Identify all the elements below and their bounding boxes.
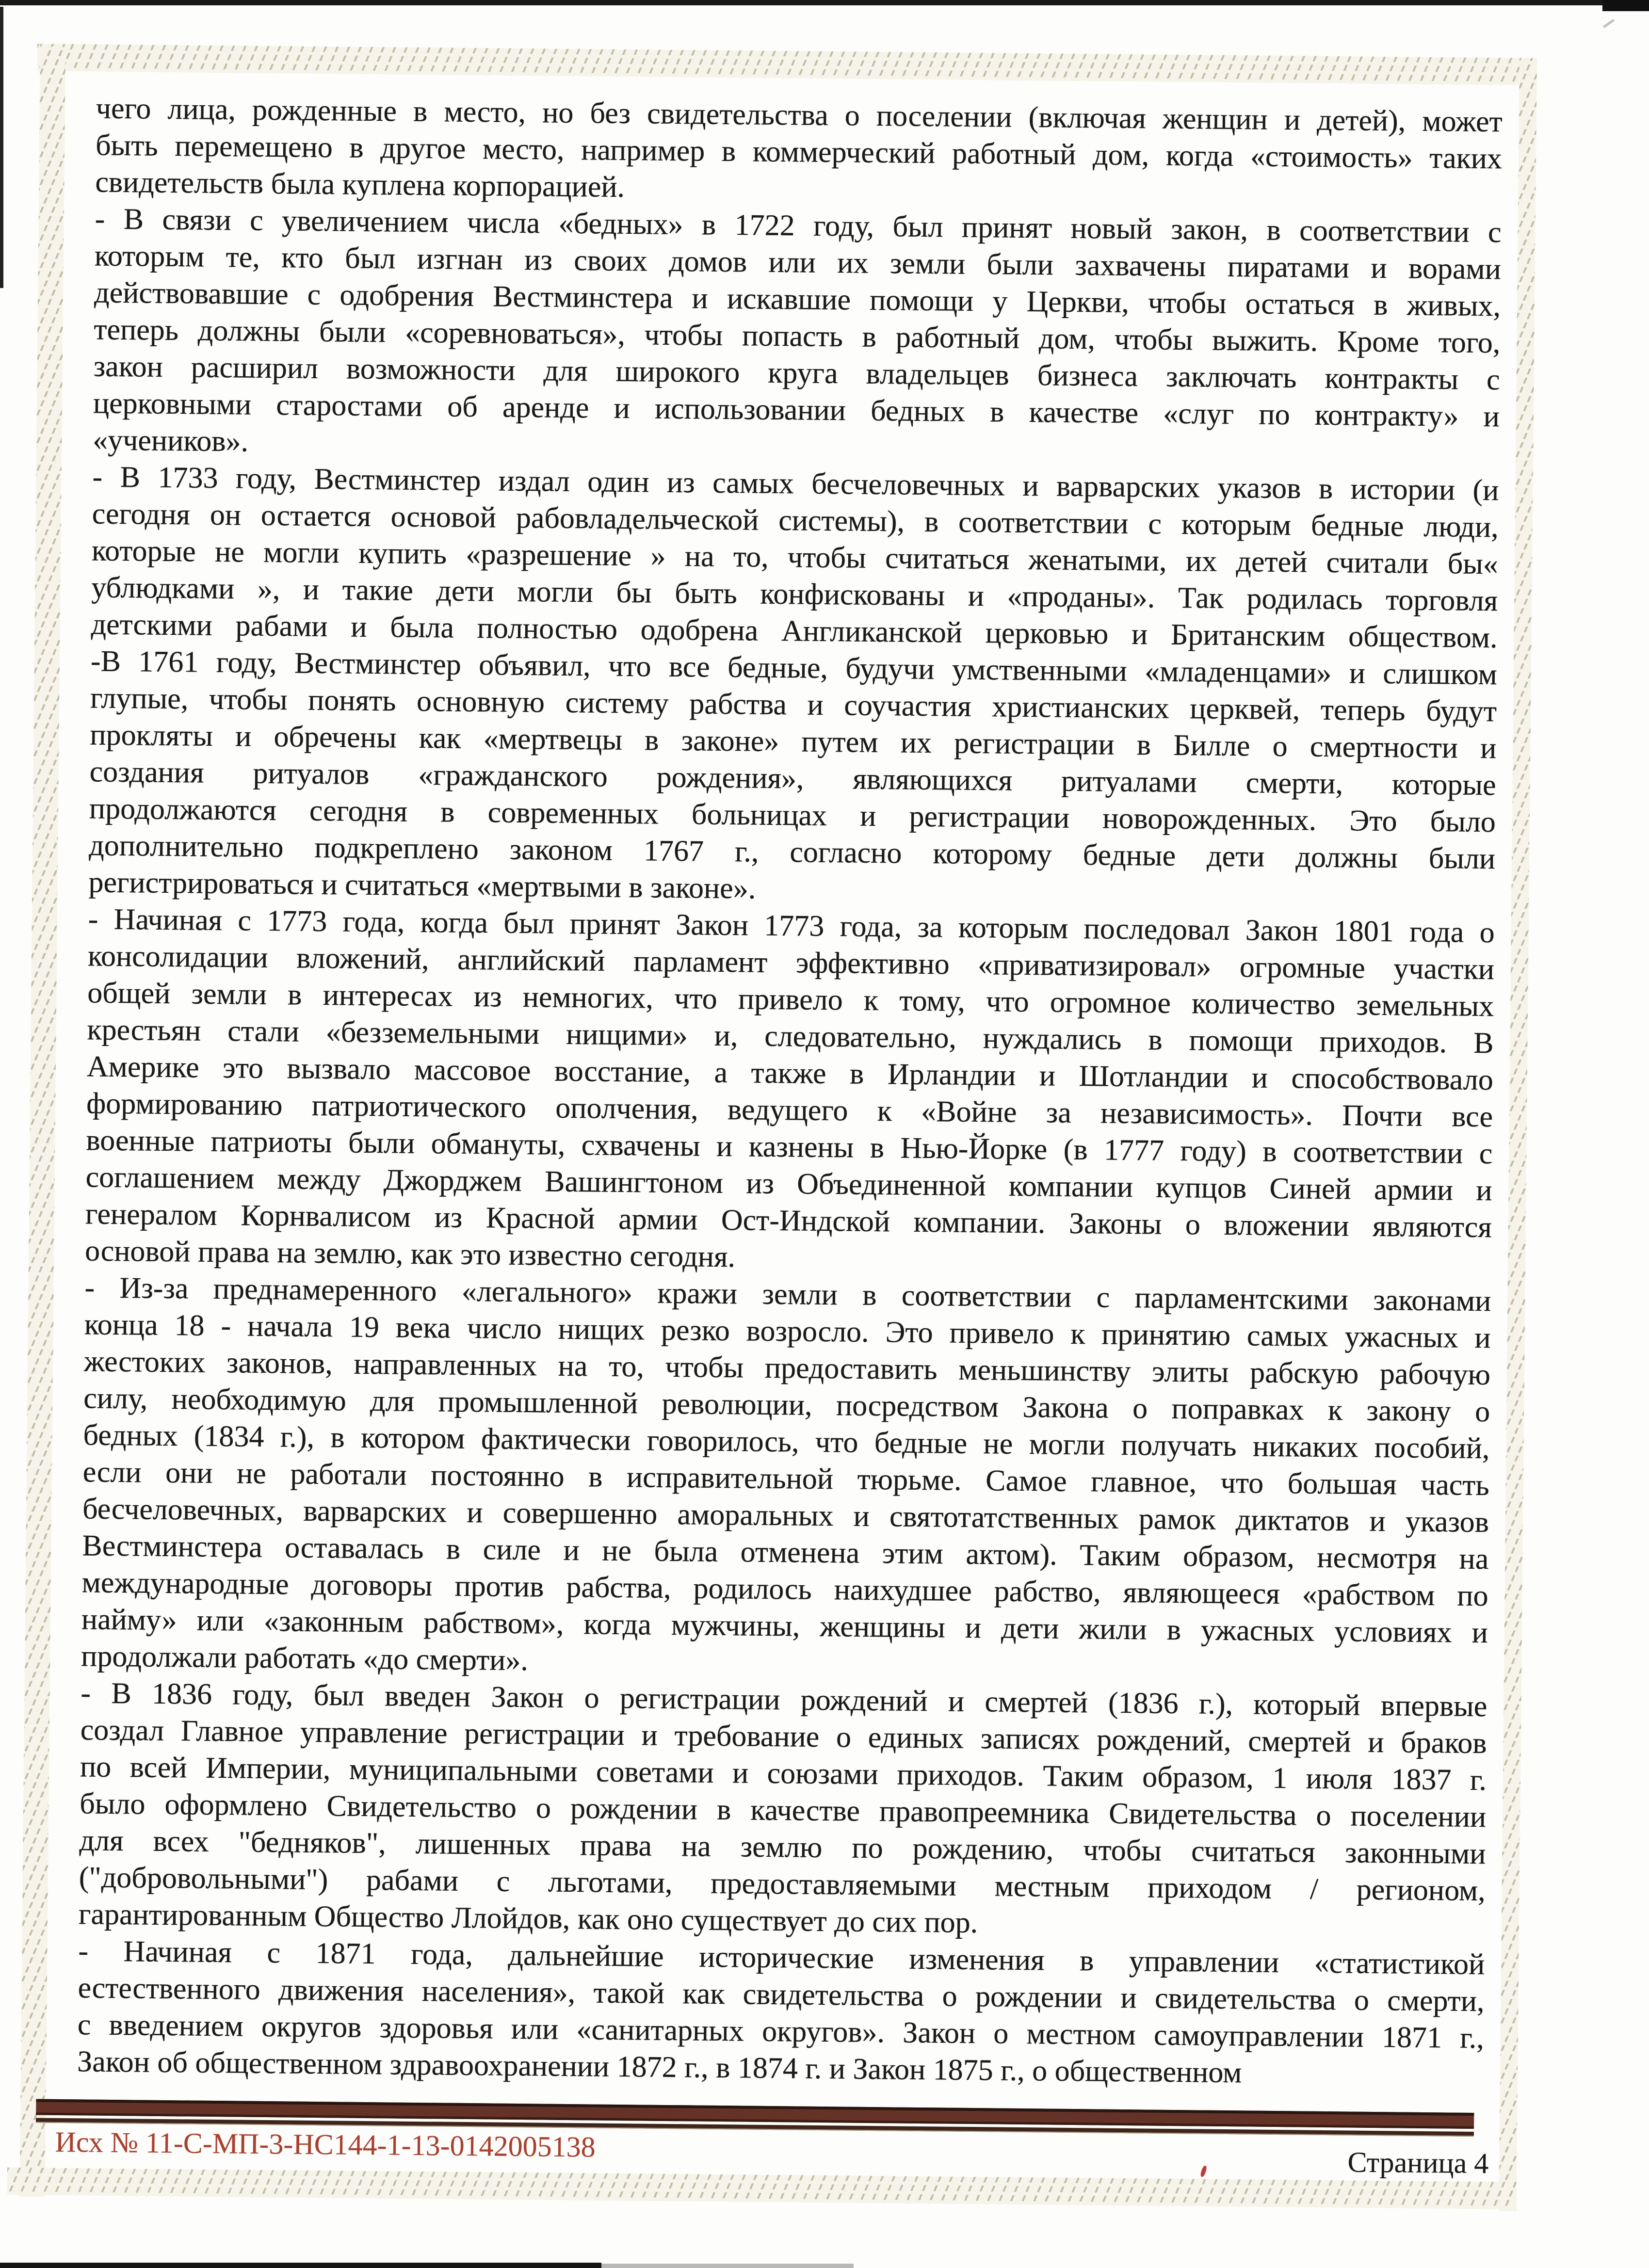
text-line: - В 1733 году, Вестминстер издал один из самых бесчеловечных и варварских указов в истории (и <box>92 460 1499 507</box>
text-line: соглашением между Джорджем Вашингтоном из Объединенной компании купцов Синей армии и <box>85 1160 1492 1207</box>
text-line: общей земли в интересах из немногих, что привело к тому, что огромное количество земельных <box>87 976 1494 1023</box>
footer-page-number: Страница 4 <box>1347 2146 1489 2180</box>
text-line: Закон об общественном здравоохранении 1872 г., в 1874 г. и Закон 1875 г., о общественном <box>77 2045 1242 2090</box>
text-line: которым те, кто был изгнан из своих домов или их земли были захвачены пиратами и ворами <box>94 239 1502 286</box>
text-line: дополнительно подкреплено законом 1767 г., согласно которому бедные дети должны были <box>88 829 1496 876</box>
text-line: «учеников». <box>92 423 249 458</box>
scan-edge-bottom-left <box>0 2263 601 2268</box>
decorative-border-left <box>20 44 66 2197</box>
footer-reference-number: Исх № 11-С-МП-3-НС144-1-13-0142005138 <box>55 2125 596 2163</box>
decorative-border-right <box>1499 58 1537 2211</box>
text-line: - В 1836 году, был введен Закон о регистрации рождений и смертей (1836 г.), который впервые <box>81 1676 1487 1723</box>
text-line: прокляты и обречены как «мертвецы в законе» путем их регистрации в Билле о смертности и <box>90 718 1497 765</box>
text-line: для всех "бедняков", лишенных права на землю по рождению, чтобы считаться законными <box>79 1824 1486 1871</box>
text-line: Америке это вызвало массовое восстание, а также в Ирландии и Шотландии и способствовало <box>86 1050 1494 1097</box>
text-line: - Начиная с 1773 года, когда был принят Закон 1773 года, за которым последовал Закон 1801 года о <box>88 902 1495 949</box>
text-line: - В связи с увеличением числа «бедных» в 1722 году, был принят новый закон, в соответствии с <box>95 202 1502 249</box>
scan-edge-left-sliver <box>0 7 3 288</box>
text-line: Вестминстера оставалась в силе и не была отменена этим актом). Таким образом, несмотря на <box>82 1529 1489 1576</box>
text-line: церковными старостами об аренде и использовании бедных в качестве «слуг по контракту» и <box>93 386 1500 434</box>
text-line: найму» или «законным рабством», когда мужчины, женщины и дети жили в ужасных условиях и <box>81 1603 1488 1650</box>
text-line: теперь должны были «соревноваться», чтобы попасть в работный дом, чтобы выжить. Кроме того, <box>94 313 1501 360</box>
text-line: свидетельств была куплена корпорацией. <box>95 165 625 204</box>
scan-edge-bottom-tail <box>601 2264 854 2268</box>
text-line: регистрироваться и считаться «мертвыми в законе». <box>88 866 756 905</box>
text-line: действовавшие с одобрения Вестминстера и искавшие помощи у Церкви, чтобы остаться в живых, <box>94 276 1501 323</box>
text-line: - Из-за преднамеренного «легального» кражи земли в соответствии с парламентскими законами <box>84 1271 1491 1318</box>
text-line: - Начиная с 1871 года, дальнейшие исторические изменения в управлении «статистикой <box>78 1934 1485 1981</box>
text-line: было оформлено Свидетельство о рождении в качестве правопреемника Свидетельства о поселении <box>79 1787 1487 1834</box>
text-line: международные договоры против рабства, родилось наихудшее рабство, являющееся «рабством по <box>81 1566 1488 1613</box>
text-line: силу, необходимую для промышленной революции, посредством Закона о поправках к закону о <box>83 1382 1490 1429</box>
text-line: военные патриоты были обмануты, схвачены и казнены в Нью-Йорке (в 1777 году) в соответствии с <box>86 1124 1493 1171</box>
text-line: гарантированным Общество Ллойдов, как оно существует до сих пор. <box>78 1898 978 1940</box>
scan-edge-top-right-block <box>1602 0 1649 11</box>
text-line: ублюдками », и такие дети могли бы быть конфискованы и «проданы». Так родилась торговля <box>91 571 1498 618</box>
text-line: -В 1761 году, Вестминстер объявил, что все бедные, будучи умственными «младенцами» и слишком <box>90 644 1498 692</box>
text-line: генералом Корнвалисом из Красной армии Ост-Индской компании. Законы о вложении являются <box>85 1197 1492 1244</box>
text-line: детскими рабами и была полностью одобрена Англиканской церковью и Британским обществом. <box>91 608 1498 655</box>
decorative-border-top <box>37 44 1536 85</box>
text-line: конца 18 - начала 19 века число нищих резко возросло. Это привело к принятию самых ужасных и <box>84 1308 1491 1355</box>
document-text <box>77 90 1503 2093</box>
text-line: естественного движения населения», такой как свидетельства о рождении и свидетельства о смерти, <box>78 1971 1485 2018</box>
decorative-border-bottom <box>7 2168 1517 2209</box>
text-line: создания ритуалов «гражданского рождения», являющихся ритуалами смерти, которые <box>89 755 1496 802</box>
text-line: если они не работали постоянно в исправительной тюрьме. Самое главное, что большая часть <box>82 1455 1490 1502</box>
text-line: ("добровольными") рабами с льготами, предоставляемыми местным приходом / регионом, <box>79 1861 1486 1908</box>
text-line: продолжали работать «до смерти». <box>81 1640 529 1677</box>
text-line: которые не могли купить «разрешение » на то, чтобы считаться женатыми, их детей считали бы« <box>91 534 1499 581</box>
text-line: бесчеловечных, варварских и совершенно аморальных и святотатственных рамок диктатов и указов <box>82 1492 1489 1539</box>
text-line: основой права на землю, как это известно сегодня. <box>84 1234 736 1274</box>
red-ink-speck <box>1200 2165 1208 2178</box>
text-line: создал Главное управление регистрации и требование о единых записях рождений, смертей и браков <box>80 1713 1487 1760</box>
scan-edge-top <box>0 0 1649 5</box>
text-line: крестьян стали «безземельными нищими» и, следовательно, нуждались в помощи приходов. В <box>87 1013 1494 1060</box>
text-line: продолжаются сегодня в современных больницах и регистрации новорожденных. Это было <box>89 792 1496 839</box>
text-line: формированию патриотического ополчения, ведущего к «Войне за независимость». Почти все <box>86 1087 1493 1134</box>
text-line: быть перемещено в другое место, например в коммерческий работный дом, когда «стоимость» таких <box>95 129 1503 176</box>
text-line: бедных (1834 г.), в котором фактически говорилось, что бедные не могли получать никаких пособий, <box>83 1418 1490 1465</box>
text-line: жестоких законов, направленных на то, чтобы предоставить меньшинству элиты рабскую рабочую <box>83 1345 1491 1392</box>
text-line: по всей Империи, муниципальными советами и союзами приходов. Таким образом, 1 июля 1837 г. <box>80 1750 1487 1797</box>
text-line: сегодня он остается основой рабовладельческой системы), в соответствии с которым бедные люди, <box>92 497 1499 544</box>
text-line: чего лица, рожденные в место, но без свидетельства о поселении (включая женщин и детей), может <box>96 92 1503 139</box>
text-line: закон расширил возможности для широкого круга владельцев бизнеса заключать контракты с <box>93 350 1500 397</box>
text-line: консолидации вложений, английский парламент эффективно «приватизировал» огромные участки <box>87 939 1495 986</box>
text-line: с введением округов здоровья или «санитарных округов». Закон о местном самоуправлении 1871 г., <box>77 2008 1485 2055</box>
text-line: глупые, чтобы понять основную систему рабства и соучастия христианских церквей, теперь будут <box>90 681 1497 728</box>
